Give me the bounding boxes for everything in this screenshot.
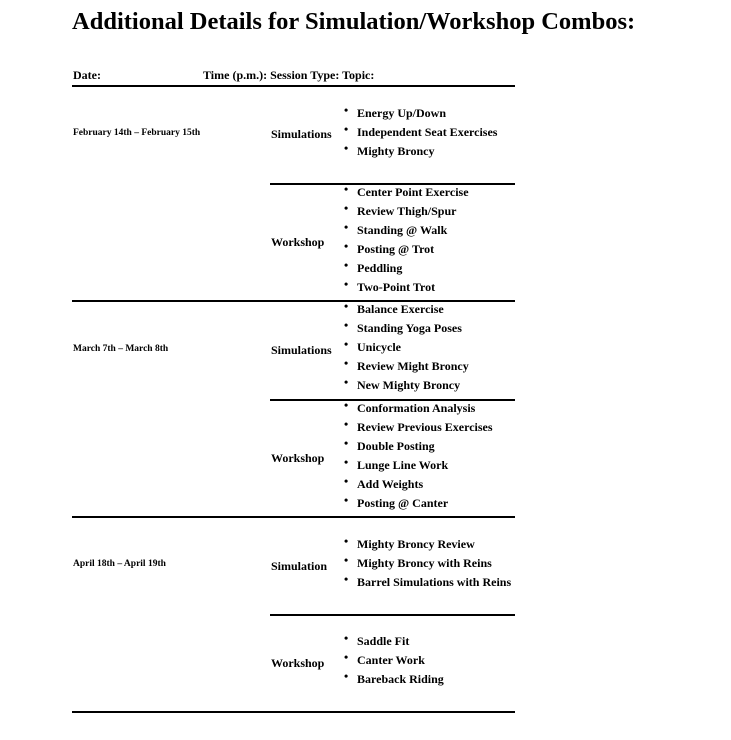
bullet-icon: • [344,417,349,431]
session-type: Simulations [271,343,332,357]
topic-item [344,456,493,475]
topic-item [344,651,444,670]
topic-list [344,183,469,297]
row-2-rule [72,516,515,518]
topic-text: Two-Point Trot [357,280,436,294]
topic-item [344,319,469,338]
topic-list [344,300,469,395]
topic-text: Conformation Analysis [357,401,476,415]
bullet-icon: • [344,455,349,469]
bullet-icon: • [344,493,349,507]
bullet-icon: • [344,318,349,332]
topic-list [344,535,511,592]
bullet-icon: • [344,650,349,664]
topic-text: Independent Seat Exercises [357,125,498,139]
topic-text: Add Weights [357,477,424,491]
topic-text: Saddle Fit [357,634,410,648]
topic-text: Mighty Broncy Review [357,537,475,551]
session-type: Workshop [271,235,325,249]
topic-list [344,632,444,689]
topic-text: Lunge Line Work [357,458,449,472]
topic-item [344,670,444,689]
topic-list [344,399,493,513]
topic-item [344,573,511,592]
bullet-icon: • [344,337,349,351]
bullet-icon: • [344,220,349,234]
session-type: Workshop [271,451,325,465]
bullet-icon: • [344,141,349,155]
bullet-icon: • [344,669,349,683]
session-type: Workshop [271,656,325,670]
topic-item [344,300,469,319]
header-time-session-topic: Time (p.m.): Session Type: Topic: [203,68,375,82]
topic-item [344,221,469,240]
bullet-icon: • [344,631,349,645]
bullet-icon: • [344,201,349,215]
bullet-icon: • [344,375,349,389]
row-3-divider [270,614,515,616]
bullet-icon: • [344,258,349,272]
topic-item [344,554,511,573]
topic-item [344,376,469,395]
row-date: March 7th – March 8th [73,344,169,354]
session-type: Simulations [271,127,332,141]
bullet-icon: • [344,398,349,412]
bullet-icon: • [344,103,349,117]
bullet-icon: • [344,356,349,370]
topic-item [344,475,493,494]
topic-text: Barrel Simulations with Reins [357,575,512,589]
topic-text: Review Thigh/Spur [357,204,457,218]
header-date: Date: [73,68,101,82]
topic-text: Posting @ Canter [357,496,449,510]
topic-text: Unicycle [357,340,401,354]
bullet-icon: • [344,534,349,548]
bullet-icon: • [344,182,349,196]
topic-text: Review Might Broncy [357,359,469,373]
row-date: February 14th – February 15th [73,128,201,138]
bullet-icon: • [344,299,349,313]
topic-item [344,142,497,161]
topic-item [344,202,469,221]
bullet-icon: • [344,436,349,450]
topic-text: Mighty Broncy with Reins [357,556,492,570]
topic-text: Standing Yoga Poses [357,321,462,335]
topic-text: Energy Up/Down [357,106,447,120]
bullet-icon: • [344,474,349,488]
row-date: April 18th – April 19th [73,559,166,569]
topic-text: New Mighty Broncy [357,378,461,392]
topic-list [344,104,497,161]
topic-text: Peddling [357,261,403,275]
topic-text: Bareback Riding [357,672,444,686]
header-rule [72,85,515,87]
topic-item [344,123,497,142]
topic-item [344,418,493,437]
topic-item [344,183,469,202]
topic-item [344,104,497,123]
topic-text: Review Previous Exercises [357,420,493,434]
topic-item [344,399,493,418]
bullet-icon: • [344,572,349,586]
topic-item [344,259,469,278]
bullet-icon: • [344,277,349,291]
topic-text: Balance Exercise [357,302,444,316]
topic-text: Mighty Broncy [357,144,435,158]
topic-text: Standing @ Walk [357,223,448,237]
topic-item [344,357,469,376]
topic-item [344,632,444,651]
topic-text: Center Point Exercise [357,185,469,199]
topic-item [344,437,493,456]
topic-item [344,278,469,297]
bullet-icon: • [344,239,349,253]
topic-text: Canter Work [357,653,425,667]
topic-text: Double Posting [357,439,435,453]
topic-item [344,240,469,259]
topic-text: Posting @ Trot [357,242,435,256]
session-type: Simulation [271,559,328,573]
topic-item [344,338,469,357]
topic-item [344,535,511,554]
bullet-icon: • [344,122,349,136]
bullet-icon: • [344,553,349,567]
page-title: Additional Details for Simulation/Workshop Combos: [72,8,636,35]
bottom-rule [72,711,515,713]
topic-item [344,494,493,513]
